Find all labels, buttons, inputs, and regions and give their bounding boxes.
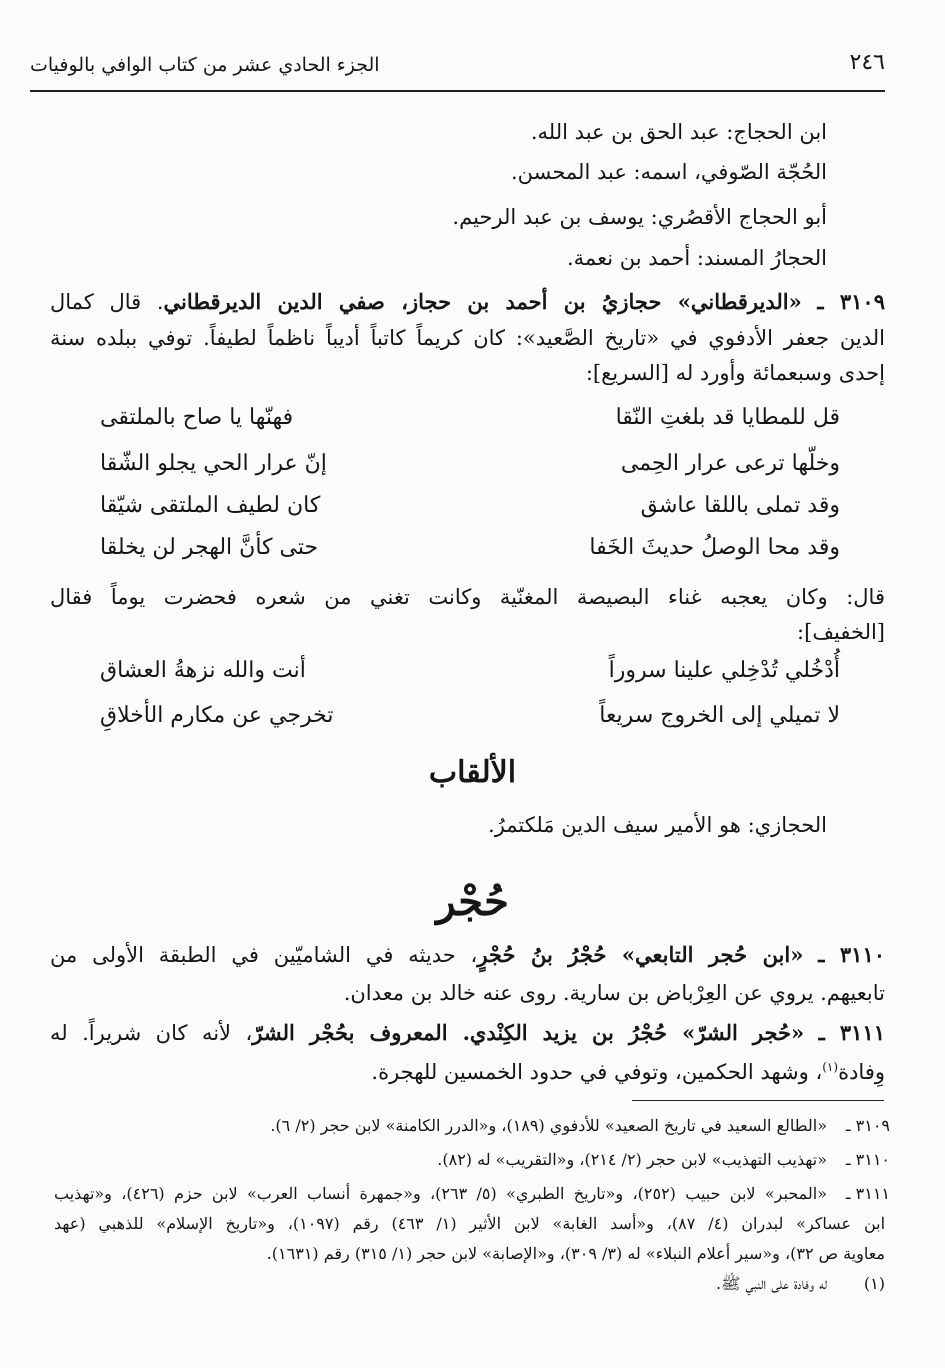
entry-3110-line1 [50, 940, 885, 970]
entry-text: وِفادة [838, 1060, 885, 1084]
verse-first-hemistich: وقد محا الوصلُ حديثَ الخَفا [589, 535, 840, 560]
section-heading: الألقاب [428, 755, 517, 790]
verse-second-hemistich: تخرجي عن مكارم الأخلاقِ [100, 703, 334, 728]
footnote-text: «المحبر» لابن حبيب (٢٥٢)، و«تاريخ الطبري» (٥/ ٢٦٣)، و«جمهرة أنساب العرب» لابن حزم (٤٢٦)، و«تهذيب [54, 1184, 828, 1203]
entry-text: . قال كمال [50, 290, 164, 314]
verse-second-hemistich: كان لطيف الملتقى شيّقا [100, 493, 321, 518]
verse-second-hemistich: إنّ عرار الحي يجلو الشّقا [100, 451, 327, 476]
footnote-text: «تهذيب التهذيب» لابن حجر (٢/ ٢١٤)، و«التقريب» له (٨٢). [437, 1150, 827, 1169]
intro-line: أبو الحجاج الأقصُري: يوسف بن عبد الرحيم. [452, 205, 827, 229]
intro-line: الحجارُ المسند: أحمد بن نعمة. [567, 246, 827, 270]
entry-3109-line2: الدين جعفر الأدفوي في «تاريخ الصَّعيد»: كان كريماً كاتباً أديباً ناظماً لطيفاً. توفي ببلده سنة [50, 326, 885, 350]
footnote-text: معاوية ص ٣٢)، و«سير أعلام النبلاء» له (٣/ ٣٠٩)، و«الإصابة» لابن حجر (١/ ٣١٥) رقم (١٦٣١). [266, 1244, 885, 1263]
entry-number: ٣١١٠ ـ [818, 942, 886, 967]
verse-first-hemistich: وقد تملى باللقا عاشق [640, 493, 840, 518]
entry-number: ٣١١١ ـ [818, 1020, 885, 1045]
footnote-text: له وفادة على النبي ﷺ. [716, 1274, 827, 1293]
running-title: الجزء الحادي عشر من كتاب الوافي بالوفيات [30, 54, 380, 76]
footnote-text: ابن عساكر» لبدران (٤/ ٨٧)، و«أسد الغابة» لابن الأثير (١/ ٤٦٣) رقم (١٠٩٧)، و«تاريخ الإسلام» للذهبي (عهد [54, 1214, 886, 1233]
section-heading: حُجْر [436, 878, 509, 925]
entry-name: «ابن حُجر التابعي» حُجْرُ بنُ حُجْرٍ [477, 942, 804, 967]
entry-3110-line2: تابعيهم. يروي عن العِرْباض بن سارية. روى عنه خالد بن معدان. [343, 981, 885, 1005]
entry-3111-line1 [50, 1018, 885, 1048]
verse-first-hemistich: قل للمطايا قد بلغتِ النّقا [615, 405, 840, 430]
page-header [30, 48, 885, 92]
verse-second-hemistich: فهنّها يا صاح بالملتقى [100, 405, 294, 430]
footnote-text: «الطالع السعيد في تاريخ الصعيد» للأدفوي (١٨٩)، و«الدرر الكامنة» لابن حجر (٢/ ٦). [270, 1116, 827, 1135]
footnote-number: ٣١٠٩ ـ [845, 1116, 890, 1135]
footnote-number: (١) [863, 1274, 885, 1293]
entry-text: ، وشهد الحكمين، وتوفي في حدود الخمسين للهجرة. [371, 1060, 823, 1084]
page-number: ٢٤٦ [849, 50, 885, 75]
entry-name: «حُجر الشرّ» حُجْرُ بن يزيد الكِنْدي. المعروف بحُجْر الشرّ [252, 1020, 805, 1045]
entry-3109-line3: إحدى وسبعمائة وأورد له [السريع]: [585, 361, 885, 385]
verse-first-hemistich: أُدْخُلي تُدْخِلي علينا سروراً [608, 658, 840, 683]
narration-line: [الخفيف]: [797, 620, 885, 644]
entry-number: ٣١٠٩ ـ [817, 289, 885, 314]
intro-line: الحُجّة الصّوفي، اسمه: عبد المحسن. [510, 160, 827, 184]
entry-3109-line1 [50, 287, 885, 317]
narration-line: قال: وكان يعجبه غناء البصيصة المغنّية وكانت تغني من شعره فحضرت يوماً فقال [50, 585, 885, 609]
footnote-number: ٣١١١ ـ [845, 1184, 890, 1203]
entry-text: ، لأنه كان شريراً. له [50, 1021, 253, 1045]
intro-line: ابن الحجاج: عبد الحق بن عبد الله. [530, 120, 827, 144]
footnote-marker: (١) [822, 1060, 839, 1074]
verse-second-hemistich: حتى كأنَّ الهجر لن يخلقا [100, 535, 319, 560]
verse-second-hemistich: أنت والله نزهةُ العشاق [100, 658, 306, 683]
footnote-number: ٣١١٠ ـ [845, 1150, 890, 1169]
entry-3111-line2 [371, 1052, 885, 1087]
verse-first-hemistich: وخلّها ترعى عرار الحِمى [620, 451, 840, 476]
alqab-line: الحجازي: هو الأمير سيف الدين مَلكتمرُ. [488, 813, 827, 837]
footnote-divider [632, 1100, 884, 1101]
entry-name: «الديرقطاني» حجازيُ بن أحمد بن حجاز، صفي الدين الديرقطاني [163, 289, 802, 314]
verse-first-hemistich: لا تميلي إلى الخروج سريعاً [599, 703, 840, 728]
entry-text: ، حديثه في الشاميّين في الطبقة الأولى من [50, 943, 478, 967]
